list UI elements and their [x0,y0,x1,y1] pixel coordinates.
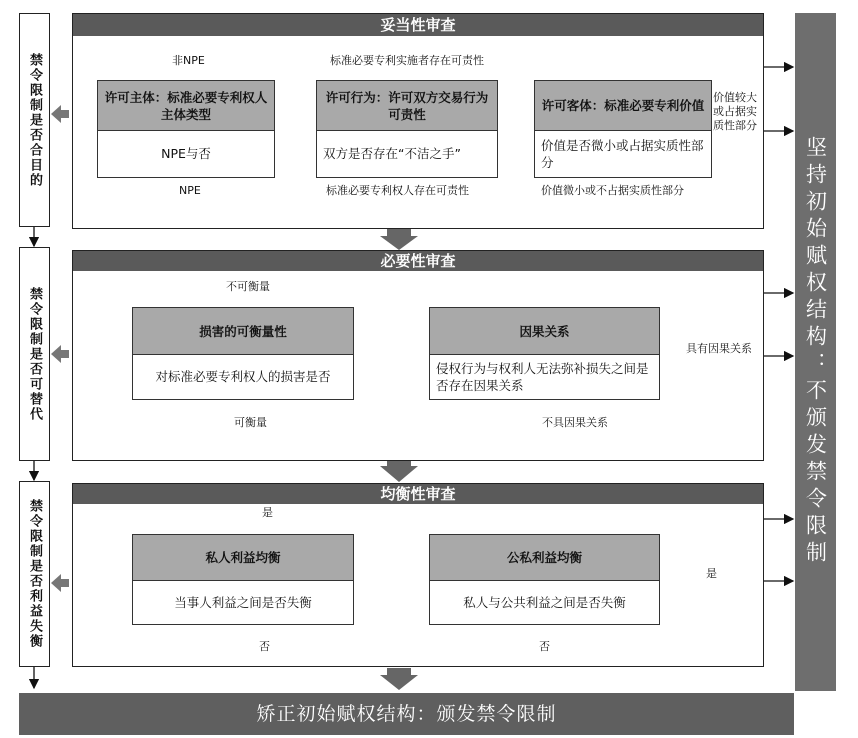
box-license-subject-body: NPE与否 [161,146,211,161]
box-private-balance-body: 当事人利益之间是否失衡 [174,594,312,610]
box-damage-measurability-head: 损害的可衡量性 [133,308,353,355]
box-public-private-balance-body: 私人与公共利益之间是否失衡 [463,594,626,610]
box-causality-body: 侵权行为与权利人无法弥补损失之间是否存在因果关系 [436,360,649,393]
left-label-replaceable: 禁令限制是否可替代 [19,247,50,461]
label-value-large: 价值较大或占据实质性部分 [713,91,757,132]
box-license-behavior-head: 许可行为：许可双方交易行为可责性 [317,81,497,131]
left-arrow-3 [51,574,69,592]
box-damage-measurability-body: 对标准必要专利权人的损害是否 [155,369,331,384]
label-measurable: 可衡量 [234,416,267,429]
bottom-bar-correct-structure: 矫正初始赋权结构：颁发禁令限制 [19,693,794,735]
label-yes-right: 是 [706,567,717,580]
label-no-left: 否 [259,640,270,653]
label-value-small: 价值微小或不占据实质性部分 [541,184,684,197]
left-label-purpose: 禁令限制是否合目的 [19,13,50,227]
label-implementer-liable: 标准必要专利实施者存在可责性 [330,54,484,67]
section-necessity-title: 必要性审查 [73,251,763,271]
label-npe: NPE [179,184,201,197]
label-holder-liable: 标准必要专利权人存在可责性 [326,184,469,197]
label-non-npe: 非NPE [172,54,205,67]
box-causality [429,307,660,400]
label-no-right: 否 [539,640,550,653]
label-causal: 具有因果关系 [686,342,752,355]
left-arrow-2 [51,345,69,363]
box-license-behavior [316,80,498,178]
box-causality-head: 因果关系 [430,308,659,355]
box-license-subject-head: 许可主体：标准必要专利权人主体类型 [98,81,274,131]
box-license-object-body: 价值是否微小或占据实质性部分 [541,137,704,170]
right-bar-keep-structure: 坚持初始赋权结构：不颁发禁令限制 [795,13,836,691]
box-license-object [534,80,712,178]
box-public-private-balance-head: 公私利益均衡 [430,535,659,581]
box-license-behavior-body: 双方是否存在“不洁之手” [323,146,461,161]
box-private-balance-head: 私人利益均衡 [133,535,353,581]
section-balance-title: 均衡性审查 [73,484,763,504]
box-private-balance [132,534,354,625]
label-no-causal: 不具因果关系 [542,416,608,429]
label-unmeasurable: 不可衡量 [226,280,270,293]
label-yes-top: 是 [262,506,273,519]
section-appropriateness-title: 妥当性审查 [73,14,763,36]
box-license-subject [97,80,275,178]
left-arrow-1 [51,105,69,123]
box-license-object-head: 许可客体：标准必要专利价值 [535,81,711,131]
left-label-balance: 禁令限制是否利益失衡 [19,481,50,667]
box-public-private-balance [429,534,660,625]
box-damage-measurability [132,307,354,400]
